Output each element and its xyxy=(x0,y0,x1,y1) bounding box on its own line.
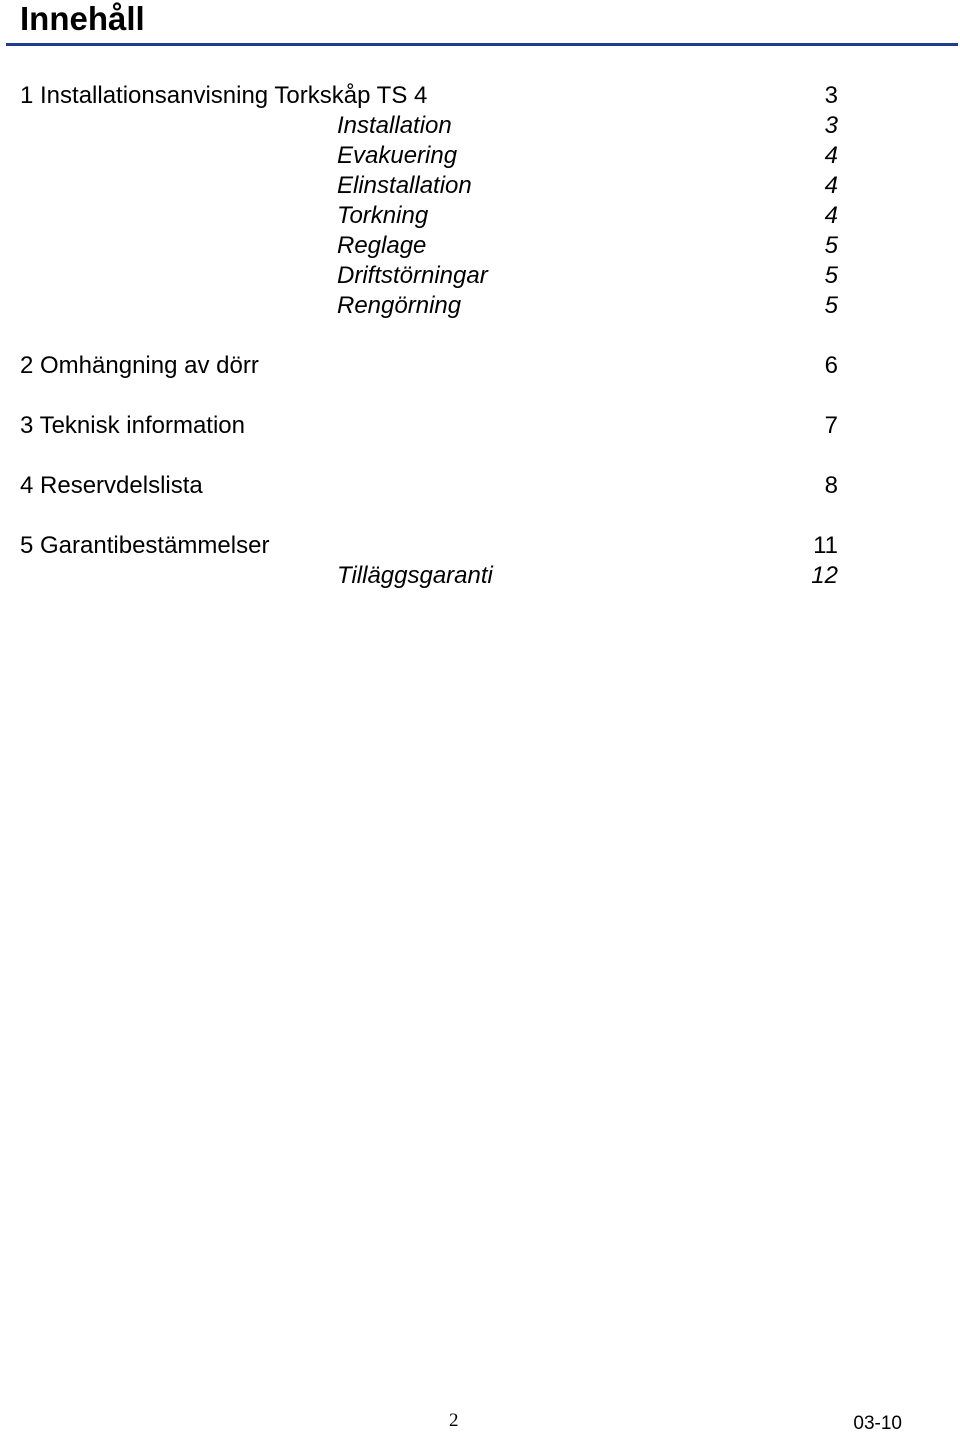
toc-entry xyxy=(0,261,960,291)
toc-entry-page: 4 xyxy=(824,172,838,199)
toc-entry-label: 1 Installationsanvisning Torkskåp TS 4 xyxy=(20,82,428,109)
footer-date: 03-10 xyxy=(853,1413,902,1434)
toc-entry-label: Evakuering xyxy=(337,142,458,169)
toc-entry-page: 5 xyxy=(824,262,838,289)
toc-entry-label: 2 Omhängning av dörr xyxy=(20,352,259,379)
toc-entry-page: 3 xyxy=(824,112,838,139)
toc-entry-label: Driftstörningar xyxy=(337,262,488,289)
toc-entry-label: 3 Teknisk information xyxy=(20,412,245,439)
toc-entry-page: 3 xyxy=(824,82,838,109)
page-title: Innehåll xyxy=(20,0,145,37)
toc-entry-label: Rengörning xyxy=(337,292,462,319)
toc-entry-page: 12 xyxy=(811,562,838,589)
toc-entry-label: Torkning xyxy=(337,202,429,229)
toc-entry xyxy=(0,81,960,111)
toc-entry xyxy=(0,561,960,591)
toc-entry-label: 4 Reservdelslista xyxy=(20,472,203,499)
toc-entry-label: Elinstallation xyxy=(337,172,472,199)
title-divider xyxy=(6,43,958,46)
footer-page-number: 2 xyxy=(449,1410,459,1431)
toc-entry xyxy=(0,141,960,171)
toc-entry-page: 5 xyxy=(824,232,838,259)
toc-entry xyxy=(0,531,960,561)
toc-entry-label: 5 Garantibestämmelser xyxy=(20,532,270,559)
toc-entry xyxy=(0,471,960,501)
toc-entry-page: 11 xyxy=(813,532,838,559)
toc-entry-label: Installation xyxy=(337,112,452,139)
toc-entry xyxy=(0,171,960,201)
toc-entry xyxy=(0,351,960,381)
toc-entry-label: Reglage xyxy=(337,232,427,259)
toc-entry xyxy=(0,291,960,321)
toc-entry xyxy=(0,201,960,231)
toc-entry-label: Tilläggsgaranti xyxy=(337,562,493,589)
toc-entry xyxy=(0,231,960,261)
toc-entry xyxy=(0,111,960,141)
toc-entry-page: 4 xyxy=(824,202,838,229)
toc-entry-page: 6 xyxy=(824,352,838,379)
toc-entry xyxy=(0,411,960,441)
toc-entry-page: 8 xyxy=(824,472,838,499)
toc-entry-page: 7 xyxy=(824,412,838,439)
toc-entry-page: 4 xyxy=(824,142,838,169)
toc-entry-page: 5 xyxy=(824,292,838,319)
